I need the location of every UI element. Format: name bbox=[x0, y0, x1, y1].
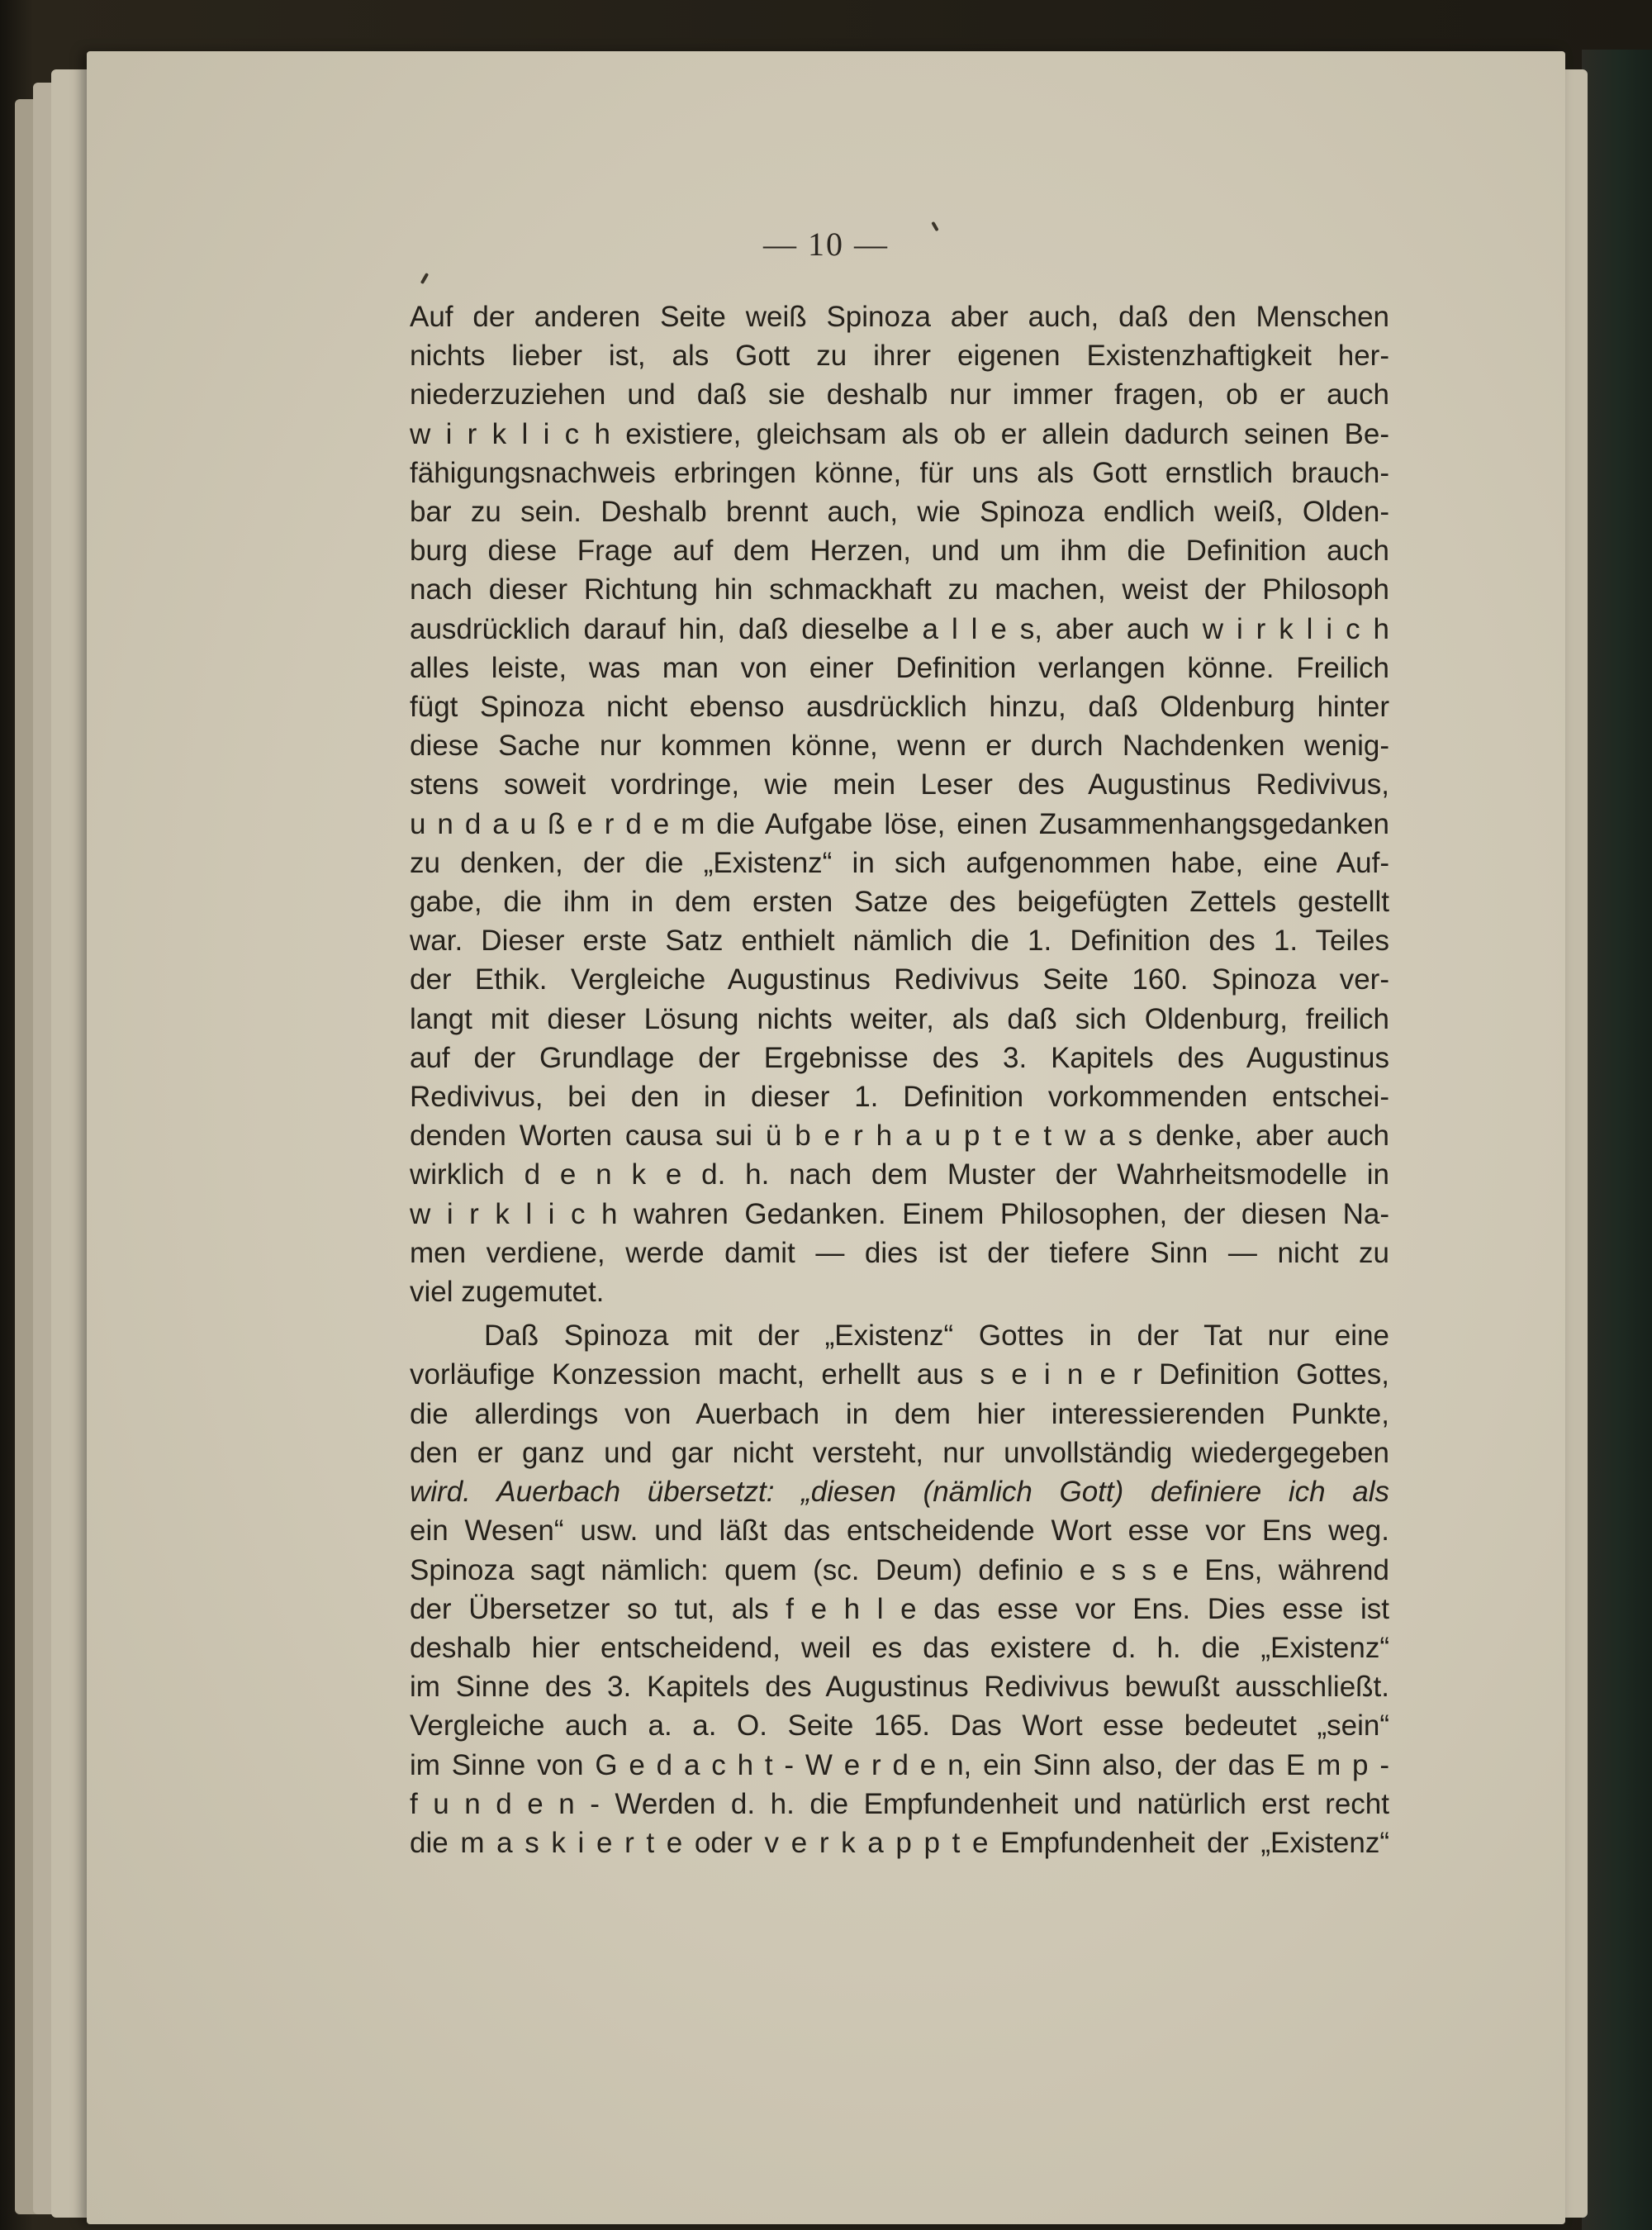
text-line: stens soweit vordringe, wie mein Leser des Augustinus Redivivus, bbox=[410, 768, 1389, 801]
text-line: im Sinne des 3. Kapitels des Augustinus Redivivus bewußt ausschließt. bbox=[410, 1671, 1389, 1704]
text-line: Spinoza sagt nämlich: quem (sc. Deum) definio e s s e Ens, während bbox=[410, 1553, 1389, 1586]
text-line: nichts lieber ist, als Gott zu ihrer eigenen Existenzhaftigkeit her- bbox=[410, 340, 1389, 373]
text-line: men verdiene, werde damit — dies ist der tiefere Sinn — nicht zu bbox=[410, 1236, 1389, 1269]
text-line: auf der Grundlage der Ergebnisse des 3. Kapitels des Augustinus bbox=[410, 1041, 1389, 1074]
text-line: f u n d e n - Werden d. h. die Empfundenheit und natürlich erst recht bbox=[410, 1787, 1389, 1820]
text-line: alles leiste, was man von einer Definition verlangen könne. Freilich bbox=[410, 651, 1389, 684]
text-line: ein Wesen“ usw. und läßt das entscheidende Wort esse vor Ens weg. bbox=[410, 1514, 1389, 1548]
text-line: bar zu sein. Deshalb brennt auch, wie Spinoza endlich weiß, Olden- bbox=[410, 496, 1389, 529]
text-line: viel zugemutet. bbox=[410, 1276, 605, 1309]
text-line: gabe, die ihm in dem ersten Satze des beigefügten Zettels gestellt bbox=[410, 886, 1389, 919]
text-line: ausdrücklich darauf hin, daß dieselbe a l l e s, aber auch w i r k l i c h bbox=[410, 612, 1389, 645]
text-line: vorläufige Konzession macht, erhellt aus s e i n e r Definition Gottes, bbox=[410, 1358, 1389, 1391]
text-line: w i r k l i c h wahren Gedanken. Einem Philosophen, der diesen Na- bbox=[410, 1197, 1389, 1230]
text-line: den er ganz und gar nicht versteht, nur unvollständig wiedergegeben bbox=[410, 1436, 1389, 1469]
text-line: fähigungsnachweis erbringen könne, für uns als Gott ernstlich brauch- bbox=[410, 456, 1389, 489]
text-line: diese Sache nur kommen könne, wenn er durch Nachdenken wenig- bbox=[410, 730, 1389, 763]
text-line: zu denken, der die „Existenz“ in sich aufgenommen habe, eine Auf- bbox=[410, 846, 1389, 879]
text-line: deshalb hier entscheidend, weil es das existere d. h. die „Existenz“ bbox=[410, 1631, 1389, 1664]
text-line: w i r k l i c h existiere, gleichsam als ob er allein dadurch seinen Be- bbox=[410, 417, 1389, 450]
book-cover-edge bbox=[1582, 50, 1652, 2230]
text-line: u n d a u ß e r d e m die Aufgabe löse, einen Zusammenhangsgedanken bbox=[410, 807, 1389, 840]
text-line: niederzuziehen und daß sie deshalb nur immer fragen, ob er auch bbox=[410, 378, 1389, 411]
text-line: burg diese Frage auf dem Herzen, und um ihm die Definition auch bbox=[410, 535, 1389, 568]
page-number: — 10 — bbox=[763, 226, 889, 263]
text-line: Redivivus, bei den in dieser 1. Definition vorkommenden entschei- bbox=[410, 1081, 1389, 1114]
body-text bbox=[410, 297, 1389, 1862]
text-line: die m a s k i e r t e oder v e r k a p p t e Empfundenheit der „Existenz“ bbox=[410, 1826, 1389, 1859]
text-line: der Ethik. Vergleiche Augustinus Redivivus Seite 160. Spinoza ver- bbox=[410, 963, 1389, 996]
paragraph-1 bbox=[410, 297, 1389, 1311]
text-line: im Sinne von G e d a c h t - W e r d e n, ein Sinn also, der das E m p - bbox=[410, 1748, 1389, 1781]
text-line: Daß Spinoza mit der „Existenz“ Gottes in der Tat nur eine bbox=[484, 1319, 1389, 1353]
text-line: Vergleiche auch a. a. O. Seite 165. Das Wort esse bedeutet „sein“ bbox=[410, 1709, 1389, 1743]
text-line: denden Worten causa sui ü b e r h a u p t e t w a s denke, aber auch bbox=[410, 1120, 1389, 1153]
text-line: nach dieser Richtung hin schmackhaft zu machen, weist der Philosoph bbox=[410, 573, 1389, 606]
paragraph-2 bbox=[410, 1316, 1389, 1862]
text-line: die allerdings von Auerbach in dem hier interessierenden Punkte, bbox=[410, 1397, 1389, 1430]
text-line: Auf der anderen Seite weiß Spinoza aber auch, daß den Menschen bbox=[410, 301, 1389, 333]
text-line: fügt Spinoza nicht ebenso ausdrücklich hinzu, daß Oldenburg hinter bbox=[410, 691, 1389, 724]
text-line: wird. Auerbach übersetzt: „diesen (nämlich Gott) definiere ich als bbox=[410, 1476, 1389, 1509]
text-line: wirklich d e n k e d. h. nach dem Muster der Wahrheitsmodelle in bbox=[410, 1158, 1389, 1191]
text-line: war. Dieser erste Satz enthielt nämlich die 1. Definition des 1. Teiles bbox=[410, 925, 1389, 958]
text-line: langt mit dieser Lösung nichts weiter, als daß sich Oldenburg, freilich bbox=[410, 1002, 1389, 1035]
text-line: der Übersetzer so tut, als f e h l e das esse vor Ens. Dies esse ist bbox=[410, 1592, 1389, 1625]
